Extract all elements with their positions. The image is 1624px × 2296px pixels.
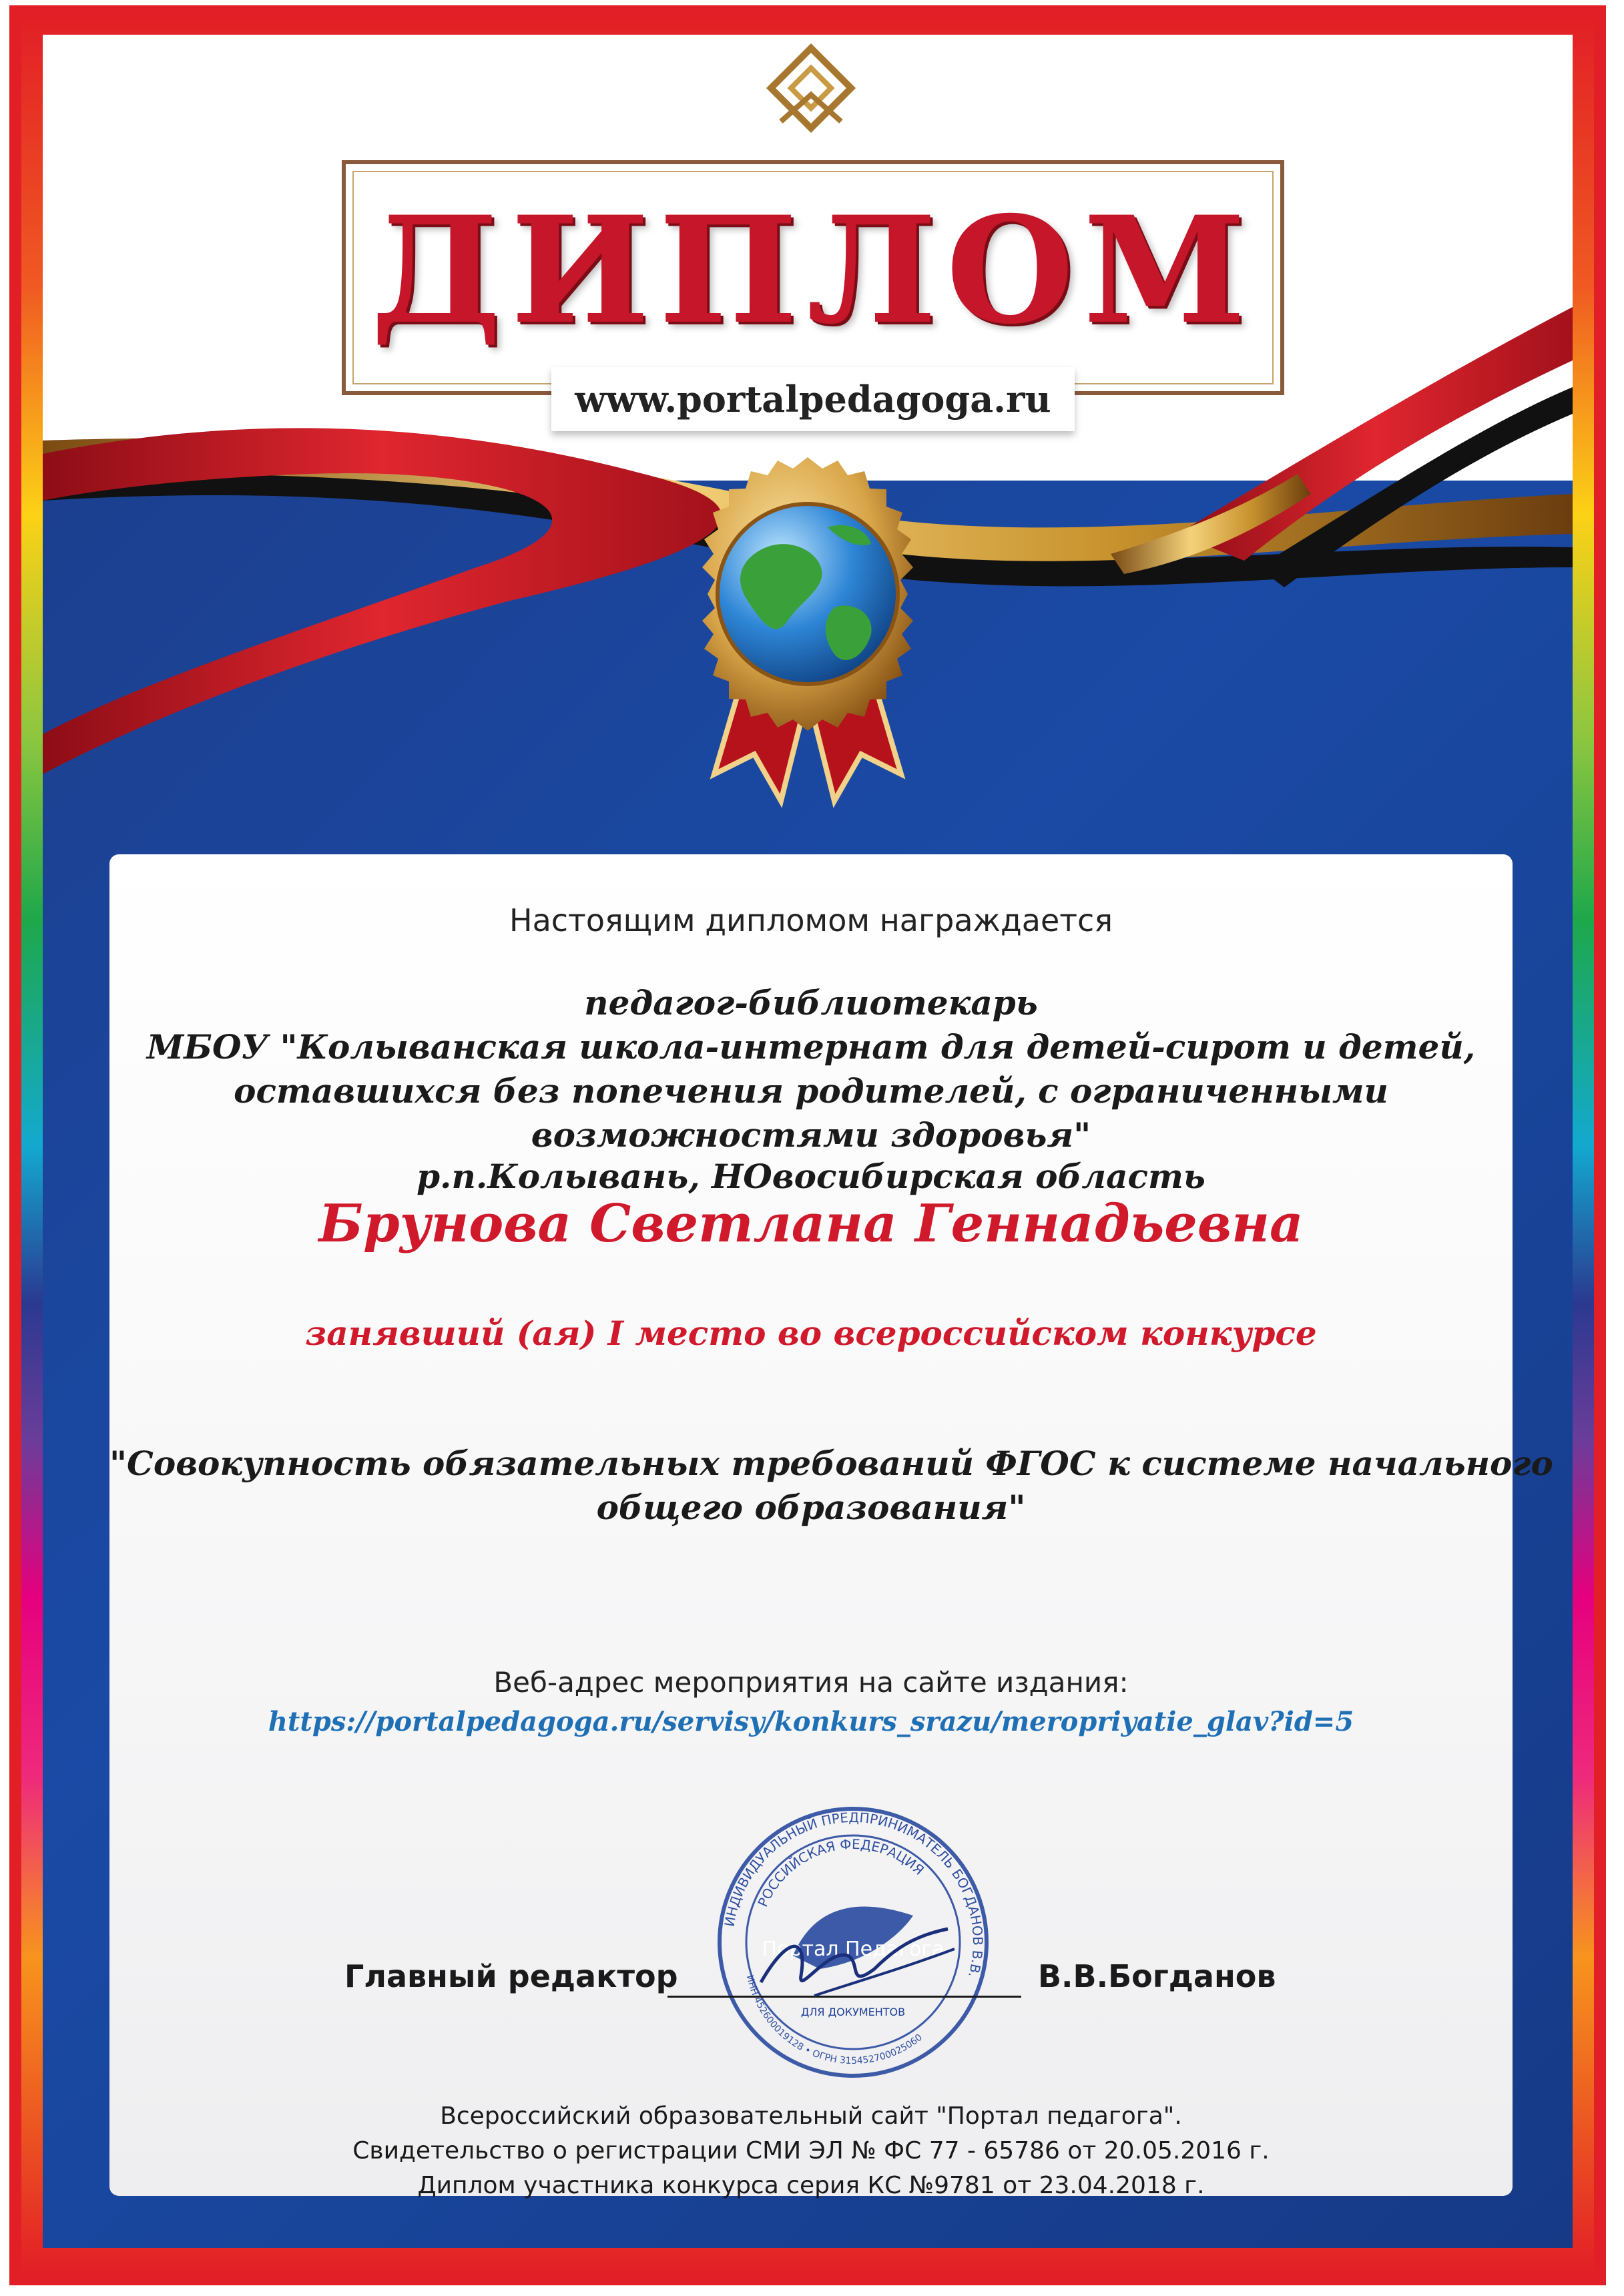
footer-line: Свидетельство о регистрации СМИ ЭЛ № ФС 77 - 65786 от 20.05.2016 г. xyxy=(352,2137,1270,2165)
recipient-line: оставшихся без попечения родителей, с ограниченными xyxy=(234,1071,1388,1111)
globe-medal-icon xyxy=(654,441,961,814)
stamp-bottom-ring-text: ИНН 452600019128 • ОГРН 315452700025060 xyxy=(744,1974,924,2067)
footer-line: Всероссийский образовательный сайт "Портал педагога". xyxy=(440,2102,1182,2130)
event-url-link[interactable]: https://portalpedagoga.ru/servisy/konkurs_srazu/meropriyatie_glav?id=5 xyxy=(268,1706,1354,1737)
contest-title-line: "Совокупность обязательных требований ФГОС к системе начального xyxy=(109,1444,1553,1483)
recipient-name: Брунова Светлана Геннадьевна xyxy=(318,1193,1304,1254)
footer-line: Диплом участника конкурса серия КС №9781 от 23.04.2018 г. xyxy=(417,2172,1205,2199)
recipient-line: возможностями здоровья" xyxy=(531,1115,1091,1155)
handwritten-signature xyxy=(748,1909,968,2009)
award-intro: Настоящим дипломом награждается xyxy=(509,902,1113,938)
diploma-title: ДИПЛОМ xyxy=(370,184,1256,356)
site-address: www.portalpedagoga.ru xyxy=(551,367,1075,431)
stamp-center-text: Портал Педагога xyxy=(762,1938,944,1961)
chief-editor-label: Главный редактор xyxy=(344,1958,678,1994)
stamp-inner-text: РОССИЙСКАЯ ФЕДЕРАЦИЯ xyxy=(754,1835,928,1910)
stamp-outer-text: ИНДИВИДУАЛЬНЫЙ ПРЕДПРИНИМАТЕЛЬ БОГДАНОВ В.В. xyxy=(721,1809,987,1980)
recipient-line: р.п.Колывань, НОвосибирская область xyxy=(417,1157,1205,1196)
recipient-line: педагог-библиотекарь xyxy=(584,983,1038,1023)
web-address-label: Веб-адрес мероприятия на сайте издания: xyxy=(493,1666,1129,1699)
stamp-bottom-text: ДЛЯ ДОКУМЕНТОВ xyxy=(800,2006,906,2018)
recipient-line: МБОУ "Колыванская школа-интернат для детей-сирот и детей, xyxy=(146,1027,1476,1067)
contest-title-line: общего образования" xyxy=(596,1488,1026,1527)
chief-editor-name: В.В.Богданов xyxy=(1038,1958,1276,1994)
award-place: занявший (ая) I место во всероссийском конкурсе xyxy=(305,1314,1317,1353)
diamond-ornament-icon xyxy=(761,41,861,141)
